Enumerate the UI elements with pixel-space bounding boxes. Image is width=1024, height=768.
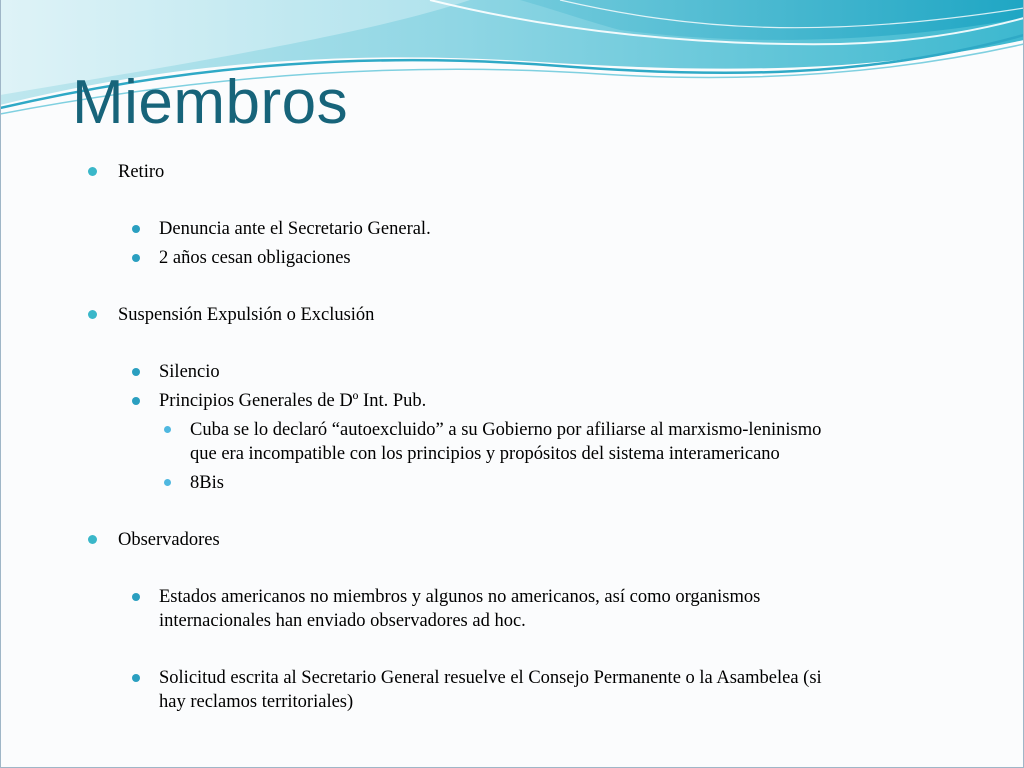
bullet-dot-icon [132, 397, 140, 405]
bullet-dot-icon [164, 426, 171, 433]
list-item: Principios Generales de Dº Int. Pub. [159, 391, 427, 411]
list-item: Silencio [159, 362, 220, 382]
list-item: Cuba se lo declaró “autoexcluido” a su Gobierno por afiliarse al marxismo-leninismo [190, 420, 822, 440]
bullet-dot-icon [132, 674, 140, 682]
list-item: Suspensión Expulsión o Exclusión [118, 305, 375, 325]
bullet-dot-icon [88, 535, 97, 544]
list-item-continuation: hay reclamos territoriales) [159, 692, 354, 712]
bullet-dot-icon [88, 310, 97, 319]
list-item: Solicitud escrita al Secretario General resuelve el Consejo Permanente o la Asambelea (si [159, 668, 822, 688]
list-item: 2 años cesan obligaciones [159, 248, 351, 268]
bullet-dot-icon [88, 167, 97, 176]
list-item-continuation: internacionales han enviado observadores ad hoc. [159, 611, 526, 631]
bullet-dot-icon [132, 254, 140, 262]
list-item: Retiro [118, 162, 165, 182]
list-item: Denuncia ante el Secretario General. [159, 219, 431, 239]
list-item: Estados americanos no miembros y algunos no americanos, así como organismos [159, 587, 761, 607]
list-item: Observadores [118, 530, 220, 550]
bullet-dot-icon [132, 225, 140, 233]
bullet-dot-icon [132, 368, 140, 376]
slide-title: Miembros [72, 68, 349, 137]
list-item-continuation: que era incompatible con los principios y propósitos del sistema interamericano [190, 444, 780, 464]
bullet-dot-icon [164, 479, 171, 486]
bullet-dot-icon [132, 593, 140, 601]
list-item: 8Bis [190, 473, 224, 493]
